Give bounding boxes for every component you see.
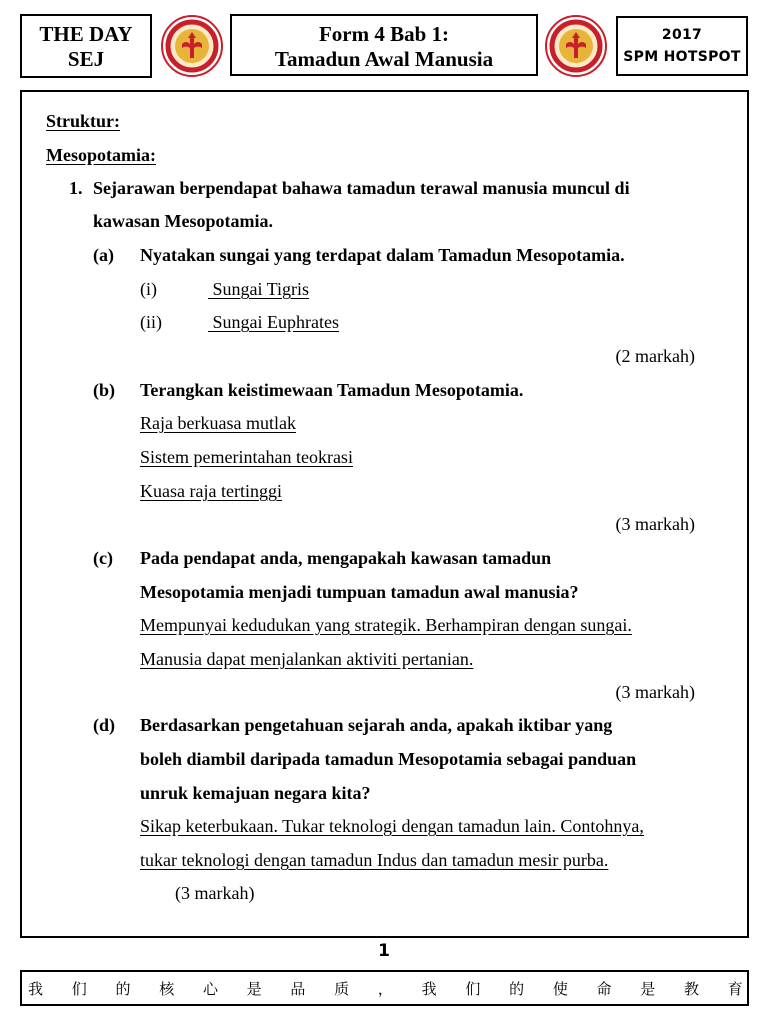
motto-char: 使 <box>552 979 568 998</box>
part-c-question-line2: Mesopotamia menjadi tumpuan tamadun awal manusia? <box>140 582 579 602</box>
part-a-ii-label: (ii) <box>140 312 162 332</box>
motto-char: 的 <box>115 979 131 998</box>
motto-char: 教 <box>684 979 700 998</box>
part-c-answer-line1: Mempunyai kedudukan yang strategik. Berhampiran dengan sungai. <box>140 615 632 635</box>
part-b-marks: (3 markah) <box>615 514 695 534</box>
subject-label-line1: THE DAY <box>39 22 133 46</box>
page-number: 1 <box>378 941 390 961</box>
motto-char: 命 <box>596 979 612 998</box>
question-number: 1. <box>69 178 83 198</box>
part-b-answer-2: Sistem pemerintahan teokrasi <box>140 447 353 467</box>
motto-char: 我 <box>28 979 44 998</box>
part-d-marks: (3 markah) <box>175 883 255 903</box>
subject-label-line2: SEJ <box>67 47 105 71</box>
struktur-heading: Struktur: <box>46 111 121 131</box>
motto-char: 我 <box>421 979 437 998</box>
motto-char: 品 <box>290 979 306 998</box>
motto-char: ， <box>377 979 393 998</box>
motto-char: 心 <box>202 979 218 998</box>
question-text-line2: kawasan Mesopotamia. <box>93 211 274 231</box>
part-a-i-answer: Sungai Tigris <box>208 279 310 299</box>
part-a-label: (a) <box>93 245 114 265</box>
part-d-label: (d) <box>93 715 115 735</box>
part-b-answer-3: Kuasa raja tertinggi <box>140 481 282 501</box>
part-c-question-line1: Pada pendapat anda, mengapakah kawasan tamadun <box>140 548 552 568</box>
subject-label-box <box>20 14 152 78</box>
part-d-question-line2: boleh diambil daripada tamadun Mesopotamia sebagai panduan <box>140 749 637 769</box>
question-text-line1: Sejarawan berpendapat bahawa tamadun terawal manusia muncul di <box>93 178 630 198</box>
part-d-question-line1: Berdasarkan pengetahuan sejarah anda, apakah iktibar yang <box>140 715 613 735</box>
motto-char: 是 <box>246 979 262 998</box>
part-d-answer-line2: tukar teknologi dengan tamadun Indus dan tamadun mesir purba. <box>140 850 609 870</box>
school-emblem-icon <box>160 14 224 78</box>
year-label: 2017 <box>661 27 703 43</box>
part-c-label: (c) <box>93 548 113 568</box>
motto-char: 的 <box>509 979 525 998</box>
part-d-question-line3: unruk kemajuan negara kita? <box>140 783 371 803</box>
school-emblem-icon <box>544 14 608 78</box>
section-heading: Mesopotamia: <box>46 145 156 165</box>
page-title-line2: Tamadun Awal Manusia <box>274 47 494 71</box>
part-b-label: (b) <box>93 380 115 400</box>
part-a-i-label: (i) <box>140 279 157 299</box>
part-b-question: Terangkan keistimewaan Tamadun Mesopotamia. <box>140 380 524 400</box>
motto-char: 们 <box>465 979 481 998</box>
year-label-box <box>616 16 748 76</box>
motto-char: 质 <box>334 979 350 998</box>
motto-char: 们 <box>71 979 87 998</box>
part-a-marks: (2 markah) <box>615 346 695 366</box>
part-c-marks: (3 markah) <box>615 682 695 702</box>
hotspot-label: SPM HOTSPOT <box>623 49 741 65</box>
part-d-answer-line1: Sikap keterbukaan. Tukar teknologi dengan tamadun lain. Contohnya, <box>140 816 644 836</box>
motto-char: 核 <box>159 979 175 998</box>
part-a-ii-answer: Sungai Euphrates <box>208 312 339 332</box>
motto-char: 育 <box>727 979 743 998</box>
footer-motto <box>20 970 749 1006</box>
part-a-question: Nyatakan sungai yang terdapat dalam Tamadun Mesopotamia. <box>140 245 625 265</box>
part-c-answer-line2: Manusia dapat menjalankan aktiviti pertanian. <box>140 649 474 669</box>
page-title-box <box>230 14 538 76</box>
part-b-answer-1: Raja berkuasa mutlak <box>140 413 296 433</box>
motto-char: 是 <box>640 979 656 998</box>
page-title-line1: Form 4 Bab 1: <box>318 22 450 46</box>
